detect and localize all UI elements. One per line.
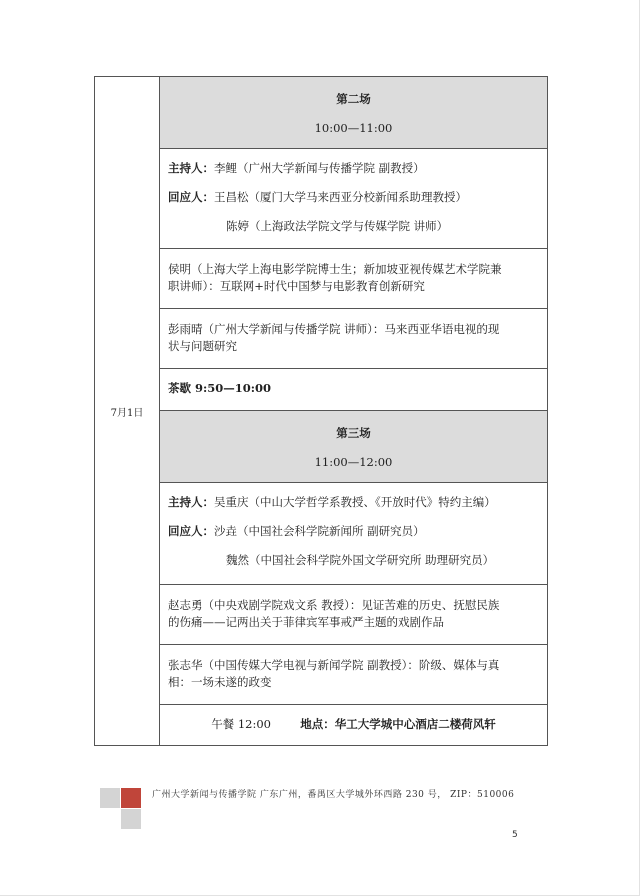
session2-respondent-label: 回应人： <box>168 190 214 204</box>
talk-line: 的伤痛——记两出关于菲律宾军事戒严主题的戏剧作品 <box>168 615 444 629</box>
session3-time: 11:00—12:00 <box>314 455 393 469</box>
session2-respondent-1: 王昌松（厦门大学马来西亚分校新闻系助理教授） <box>214 190 467 204</box>
session3-talk-1 <box>160 585 547 645</box>
session3-header <box>160 411 547 483</box>
session2-title: 第二场 <box>336 92 371 106</box>
tea-break-row <box>160 369 547 411</box>
session2-host-row <box>160 149 547 249</box>
session3-respondent-2: 魏然（中国社会科学院外国文学研究所 助理研究员） <box>226 553 495 567</box>
footer-square-red <box>121 788 141 808</box>
session3-talk-2 <box>160 645 547 705</box>
session2-host: 李鲤（广州大学新闻与传播学院 副教授） <box>214 161 425 175</box>
talk-line: 相：一场未遂的政变 <box>168 675 272 689</box>
footer-address: 广州大学新闻与传播学院 广东广州，番禺区大学城外环西路 230 号， ZIP：510006 <box>152 790 515 800</box>
schedule-content <box>160 77 547 745</box>
session2-host-label: 主持人： <box>168 161 214 175</box>
talk-line: 职讲师）：互联网+时代中国梦与电影教育创新研究 <box>168 279 425 293</box>
session3-host-row <box>160 483 547 585</box>
talk-line: 张志华（中国传媒大学电视与新闻学院 副教授）：阶级、媒体与真 <box>168 658 500 672</box>
page-number: 5 <box>512 830 518 840</box>
session2-header <box>160 77 547 149</box>
lunch-place: 地点：华工大学城中心酒店二楼荷风轩 <box>300 717 496 731</box>
session3-respondent-label: 回应人： <box>168 524 214 538</box>
talk-line: 彭雨晴（广州大学新闻与传播学院 讲师）：马来西亚华语电视的现 <box>168 322 500 336</box>
session2-respondent-2: 陈婷（上海政法学院文学与传媒学院 讲师） <box>226 219 449 233</box>
date-cell <box>95 77 160 745</box>
schedule-table <box>94 76 548 746</box>
tea-break: 茶歇 9:50—10:00 <box>168 381 272 395</box>
session2-talk-1 <box>160 249 547 309</box>
session3-title: 第三场 <box>336 426 371 440</box>
lunch-time: 午餐 12:00 <box>211 717 271 731</box>
talk-line: 侯明（上海大学上海电影学院博士生；新加坡亚视传媒艺术学院兼 <box>168 262 502 276</box>
session3-respondent-1: 沙垚（中国社会科学院新闻所 副研究员） <box>214 524 425 538</box>
session3-host-label: 主持人： <box>168 495 214 509</box>
lunch-row <box>160 705 547 745</box>
footer-square-gray <box>100 788 120 808</box>
footer-square-gray <box>121 809 141 829</box>
session3-host: 吴重庆（中山大学哲学系教授、《开放时代》特约主编） <box>214 495 496 509</box>
session2-talk-2 <box>160 309 547 369</box>
talk-line: 状与问题研究 <box>168 339 237 353</box>
talk-line: 赵志勇（中央戏剧学院戏文系 教授）：见证苦难的历史、抚慰民族 <box>168 598 500 612</box>
session2-time: 10:00—11:00 <box>314 121 393 135</box>
date-label: 7月1日 <box>110 407 144 419</box>
